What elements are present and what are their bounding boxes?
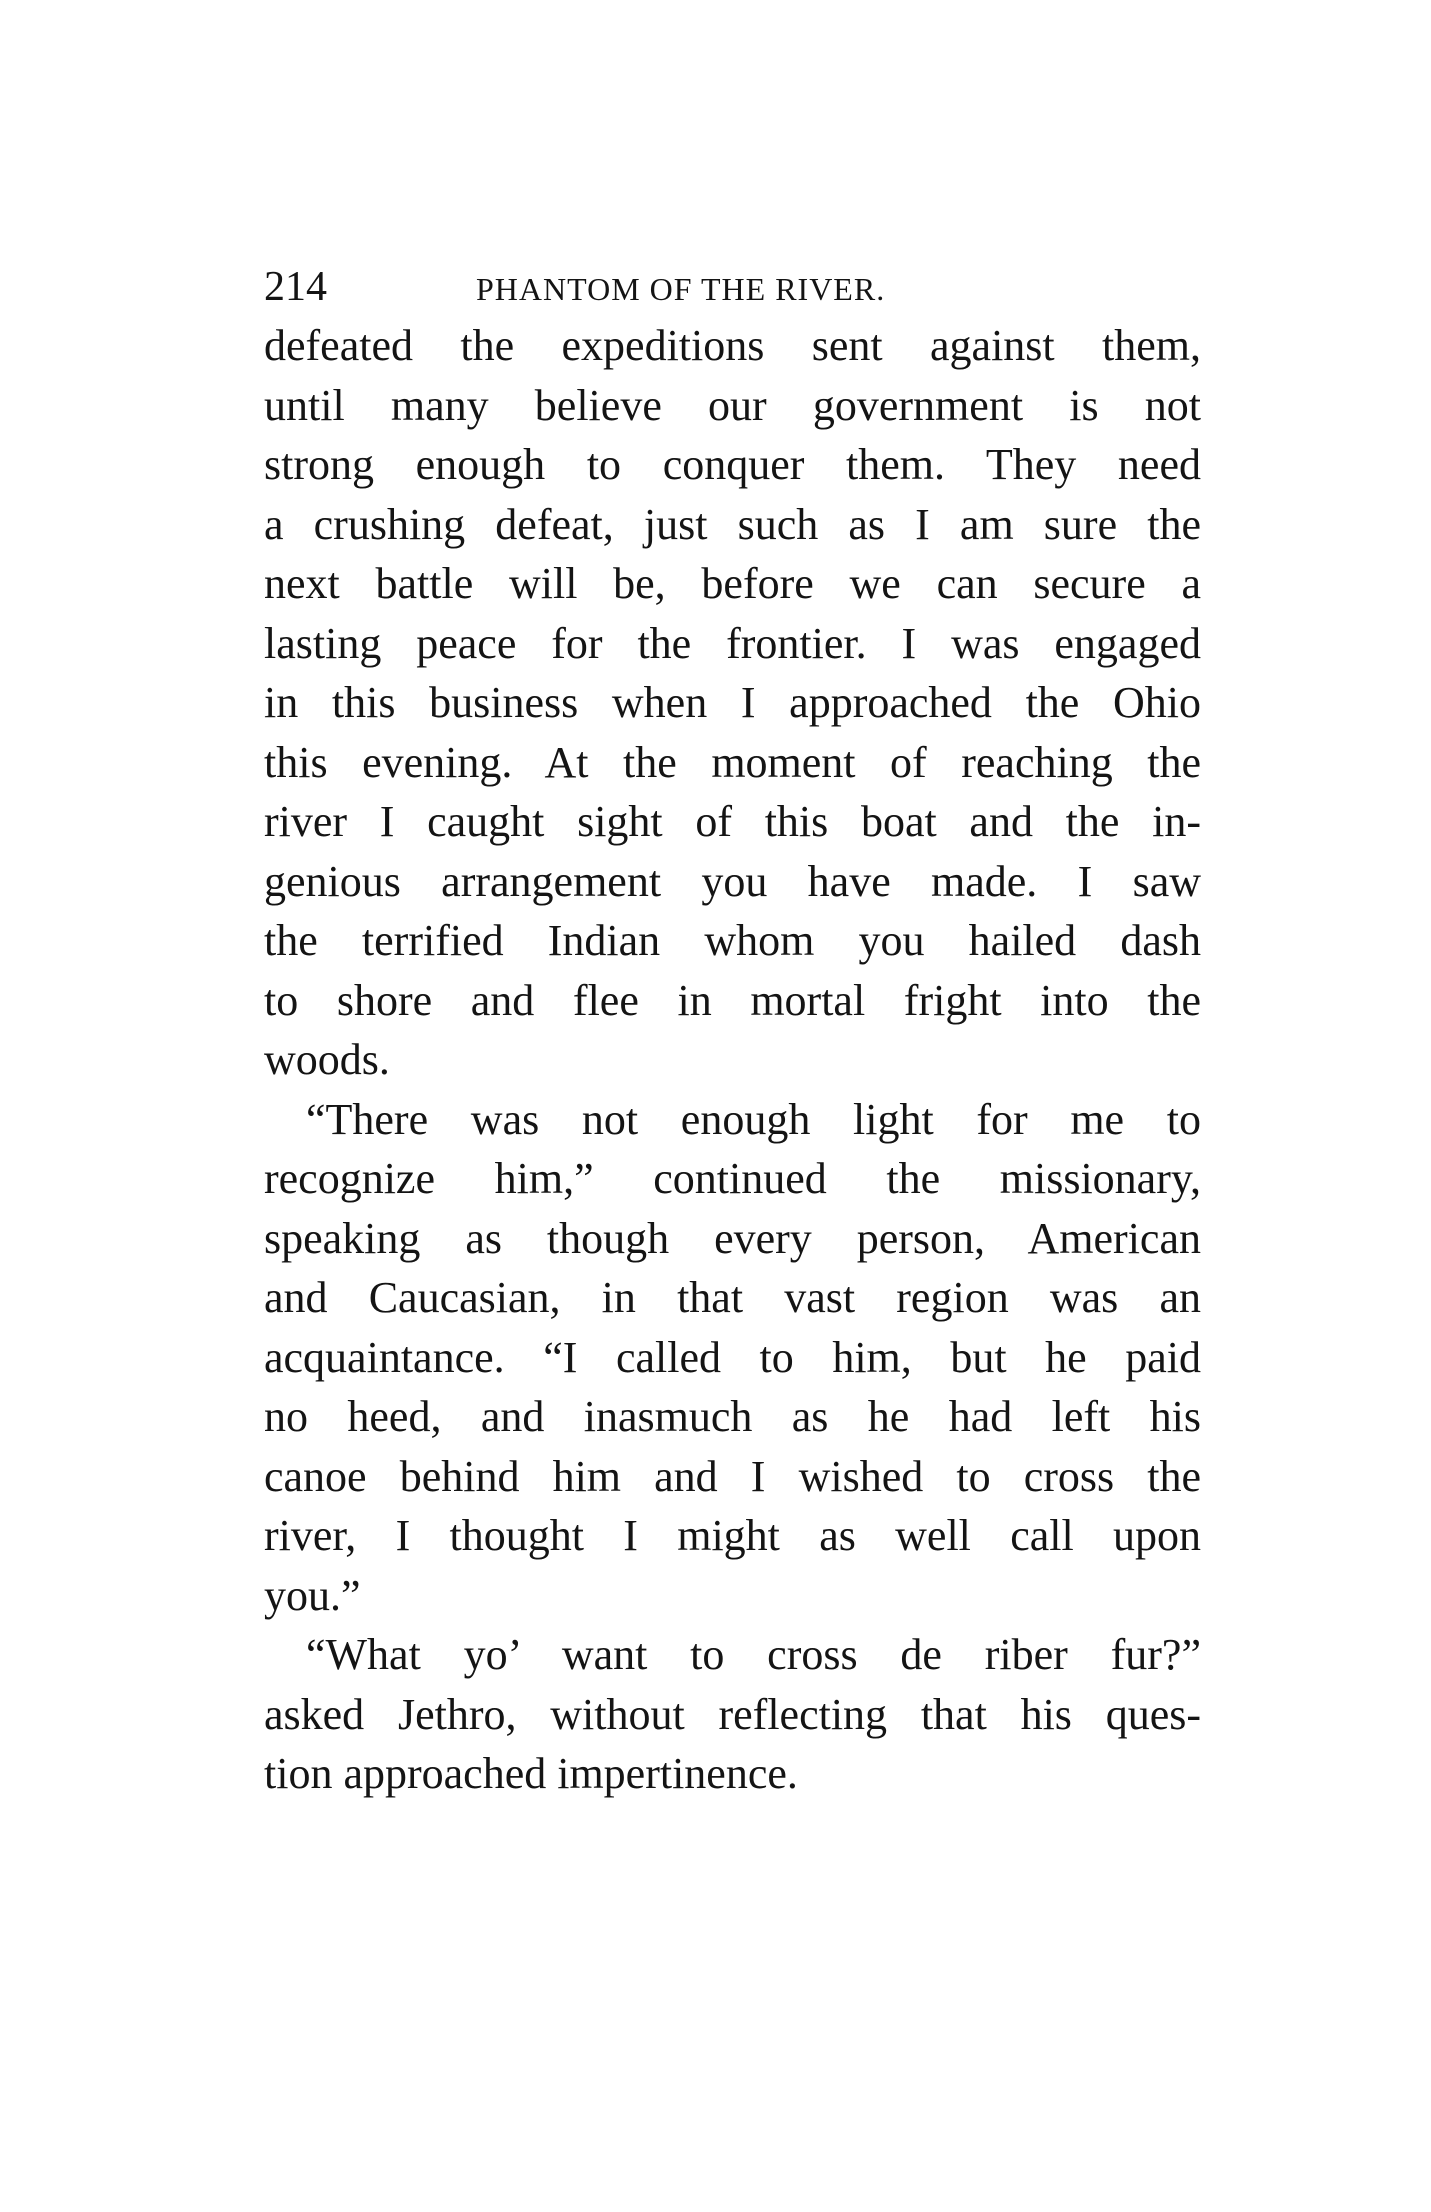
text-line: tion approached impertinence. <box>264 1749 798 1798</box>
text-line: in this business when I approached the Ohio <box>264 678 1201 727</box>
text-line: the terrified Indian whom you hailed dash <box>264 916 1201 965</box>
text-line: lasting peace for the frontier. I was engaged <box>264 618 1201 668</box>
text-line: “What yo’ want to cross de riber fur?” <box>306 1630 1201 1679</box>
text-line: “There was not enough light for me to <box>306 1094 1201 1144</box>
text-line: genious arrangement you have made. I saw <box>264 856 1201 906</box>
text-line: you.” <box>264 1570 361 1620</box>
text-line: asked Jethro, without reflecting that his ques- <box>264 1689 1201 1739</box>
text-line: acquaintance. “I called to him, but he paid <box>264 1332 1201 1382</box>
text-line: river, I thought I might as well call upon <box>264 1511 1201 1560</box>
text-line: no heed, and inasmuch as he had left his <box>264 1392 1201 1441</box>
text-line: woods. <box>264 1035 390 1084</box>
text-line: a crushing defeat, just such as I am sure the <box>264 499 1201 549</box>
text-line: strong enough to conquer them. They need <box>264 440 1201 489</box>
text-line: defeated the expeditions sent against them, <box>264 321 1201 370</box>
body-text <box>264 316 1201 1804</box>
text-line: canoe behind him and I wished to cross the <box>264 1451 1201 1501</box>
text-line: next battle will be, before we can secure a <box>264 559 1201 608</box>
text-line: until many believe our government is not <box>264 380 1201 430</box>
running-head <box>264 262 1204 312</box>
text-line: river I caught sight of this boat and the in- <box>264 797 1201 846</box>
text-line: to shore and flee in mortal fright into the <box>264 975 1201 1025</box>
text-line: speaking as though every person, American <box>264 1213 1201 1263</box>
text-line: this evening. At the moment of reaching the <box>264 737 1201 787</box>
running-title: PHANTOM OF THE RIVER. <box>476 271 886 307</box>
text-line: and Caucasian, in that vast region was an <box>264 1273 1201 1322</box>
page-number: 214 <box>264 264 327 310</box>
text-line: recognize him,” continued the missionary, <box>264 1154 1201 1203</box>
